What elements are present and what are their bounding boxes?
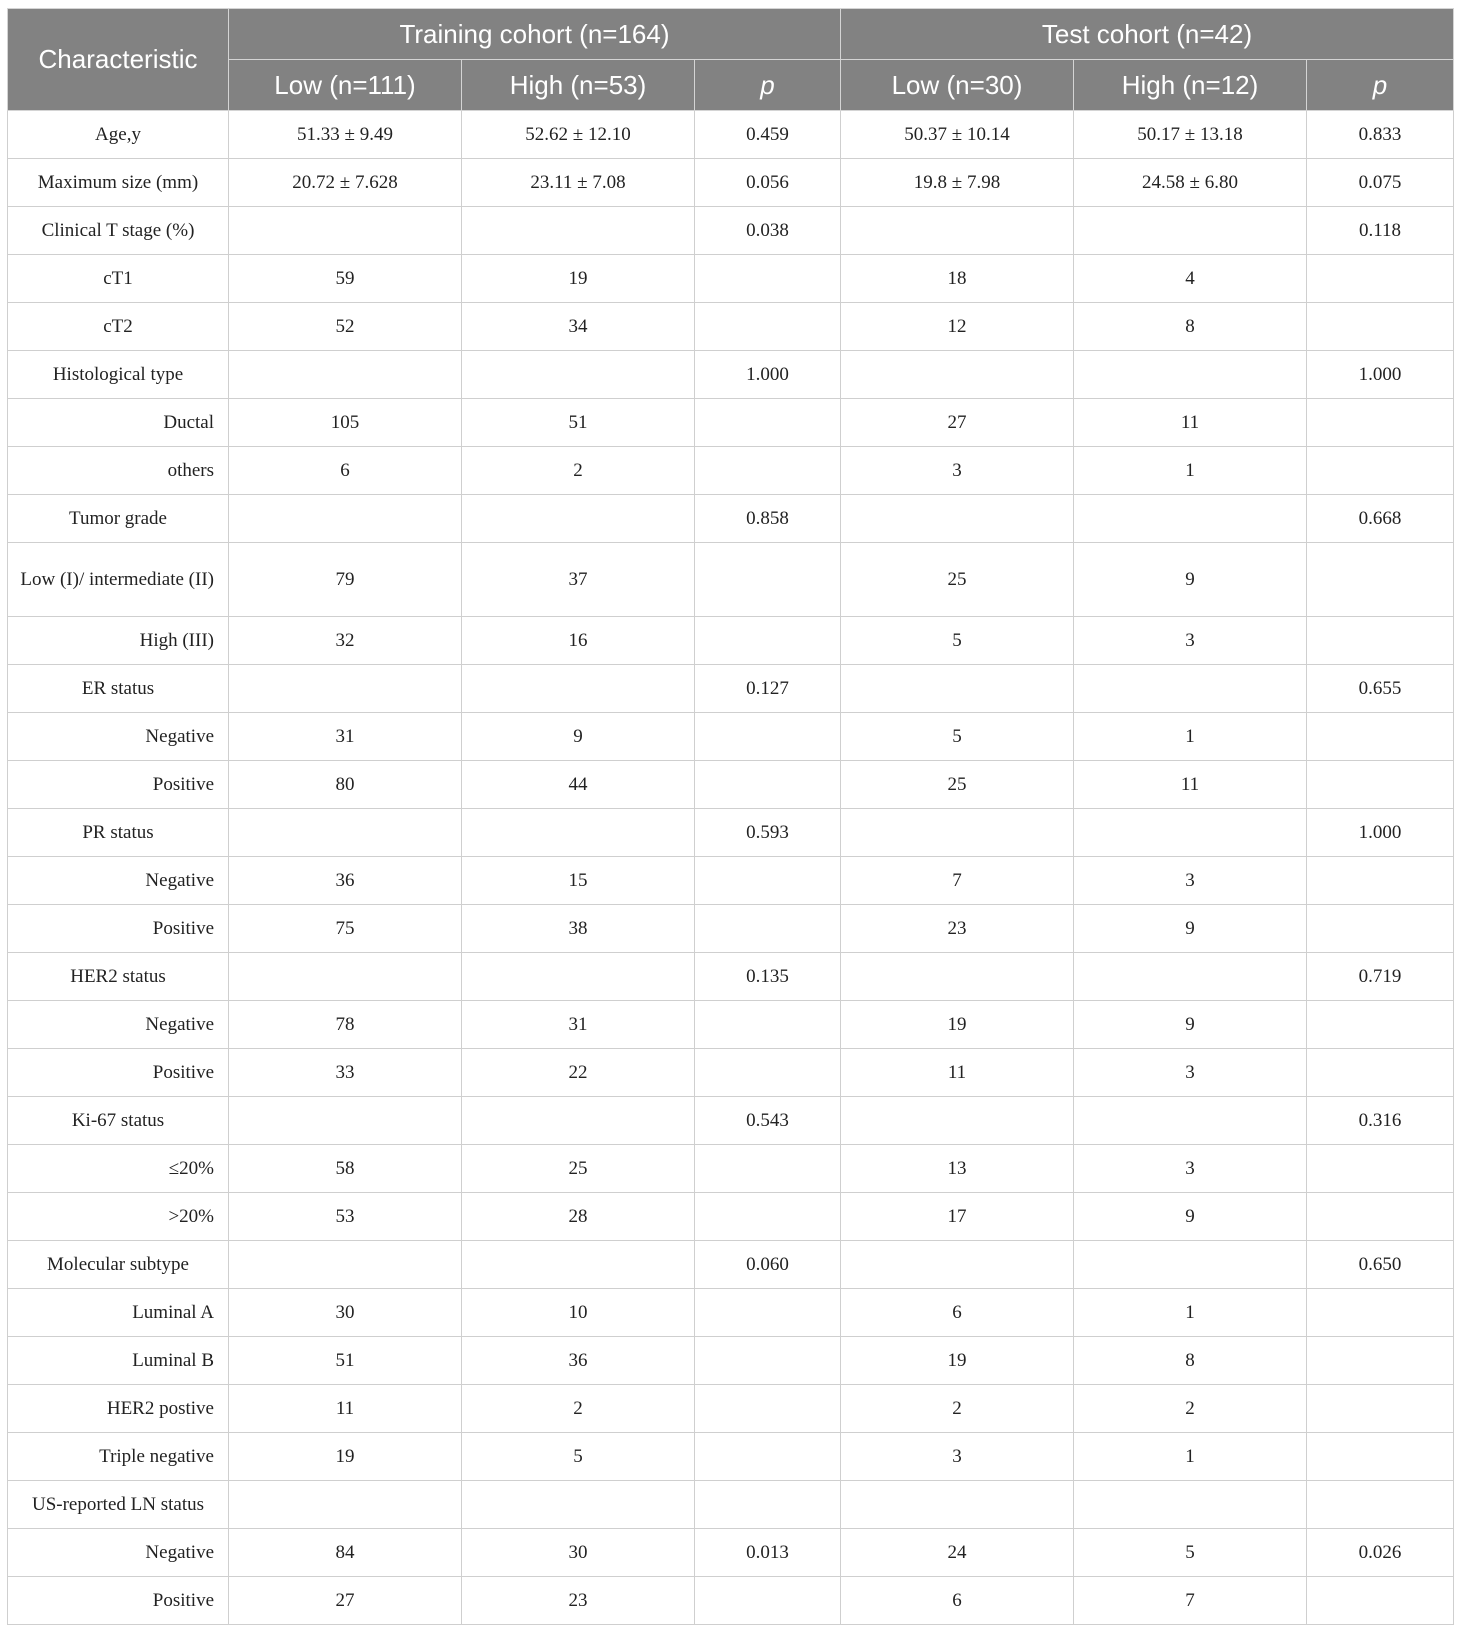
row-label: Age,y	[8, 111, 229, 159]
cell-training-p	[695, 1481, 841, 1529]
cell-test-high: 8	[1074, 1337, 1307, 1385]
row-label: Ki-67 status	[8, 1097, 229, 1145]
cell-training-low: 20.72 ± 7.628	[229, 159, 462, 207]
cell-training-low	[229, 953, 462, 1001]
cell-test-low: 23	[841, 905, 1074, 953]
cell-test-p	[1307, 1289, 1454, 1337]
cell-test-high: 1	[1074, 1433, 1307, 1481]
row-label: others	[8, 447, 229, 495]
cell-test-high: 3	[1074, 1145, 1307, 1193]
cell-training-low: 33	[229, 1049, 462, 1097]
cell-training-high: 30	[462, 1529, 695, 1577]
cell-test-high	[1074, 665, 1307, 713]
row-label: >20%	[8, 1193, 229, 1241]
cell-test-p: 0.026	[1307, 1529, 1454, 1577]
cell-training-high: 36	[462, 1337, 695, 1385]
cell-training-p	[695, 1193, 841, 1241]
table-row	[8, 255, 1454, 303]
table-row	[8, 399, 1454, 447]
cell-test-high	[1074, 1241, 1307, 1289]
cell-training-high: 15	[462, 857, 695, 905]
table-row	[8, 495, 1454, 543]
cell-training-low: 79	[229, 543, 462, 617]
table-body	[8, 111, 1454, 1625]
cell-test-low	[841, 809, 1074, 857]
cell-test-low	[841, 1097, 1074, 1145]
cell-test-p	[1307, 1049, 1454, 1097]
cell-training-p	[695, 1385, 841, 1433]
cell-training-high	[462, 953, 695, 1001]
cell-training-low: 53	[229, 1193, 462, 1241]
cell-training-high: 44	[462, 761, 695, 809]
table-row	[8, 617, 1454, 665]
cell-training-high: 2	[462, 447, 695, 495]
cell-training-p	[695, 399, 841, 447]
table-row	[8, 1433, 1454, 1481]
row-label: PR status	[8, 809, 229, 857]
row-label: Ductal	[8, 399, 229, 447]
header-training-high: High (n=53)	[462, 60, 695, 111]
cell-test-low: 19	[841, 1337, 1074, 1385]
cell-training-low: 11	[229, 1385, 462, 1433]
row-label: Positive	[8, 1049, 229, 1097]
cell-training-p	[695, 761, 841, 809]
table-row	[8, 1337, 1454, 1385]
cell-training-low	[229, 495, 462, 543]
cell-test-p	[1307, 1145, 1454, 1193]
cell-test-p	[1307, 1385, 1454, 1433]
cell-training-high: 34	[462, 303, 695, 351]
header-training-cohort: Training cohort (n=164)	[229, 9, 841, 60]
table-row	[8, 111, 1454, 159]
cell-training-high	[462, 809, 695, 857]
cell-test-low: 2	[841, 1385, 1074, 1433]
cell-training-low: 52	[229, 303, 462, 351]
cell-training-p: 0.459	[695, 111, 841, 159]
row-label: Negative	[8, 713, 229, 761]
row-label: ≤20%	[8, 1145, 229, 1193]
row-label: Negative	[8, 1529, 229, 1577]
cell-test-low: 12	[841, 303, 1074, 351]
cell-test-p	[1307, 303, 1454, 351]
cell-training-high: 38	[462, 905, 695, 953]
cell-test-low: 13	[841, 1145, 1074, 1193]
cell-test-high: 11	[1074, 761, 1307, 809]
cell-training-p	[695, 1001, 841, 1049]
cell-test-low: 25	[841, 543, 1074, 617]
cell-training-low: 59	[229, 255, 462, 303]
row-label: Clinical T stage (%)	[8, 207, 229, 255]
cell-training-low: 30	[229, 1289, 462, 1337]
cell-test-p: 0.655	[1307, 665, 1454, 713]
cell-training-high: 52.62 ± 12.10	[462, 111, 695, 159]
cell-test-high: 4	[1074, 255, 1307, 303]
cell-training-p	[695, 857, 841, 905]
cell-test-p	[1307, 1337, 1454, 1385]
cell-training-high: 31	[462, 1001, 695, 1049]
cell-training-high: 5	[462, 1433, 695, 1481]
cell-training-p	[695, 1433, 841, 1481]
row-label: cT1	[8, 255, 229, 303]
cell-training-p	[695, 905, 841, 953]
cell-training-high: 22	[462, 1049, 695, 1097]
row-label: HER2 status	[8, 953, 229, 1001]
cell-training-p	[695, 303, 841, 351]
cell-training-p	[695, 1049, 841, 1097]
cell-test-high: 9	[1074, 1193, 1307, 1241]
row-label: Histological type	[8, 351, 229, 399]
row-label: Positive	[8, 1577, 229, 1625]
cell-training-low	[229, 1241, 462, 1289]
cell-training-low: 27	[229, 1577, 462, 1625]
characteristics-table-container	[7, 8, 1454, 1625]
cell-training-p	[695, 543, 841, 617]
cell-training-high: 51	[462, 399, 695, 447]
cell-test-low: 11	[841, 1049, 1074, 1097]
cell-training-high: 10	[462, 1289, 695, 1337]
cell-test-p: 1.000	[1307, 351, 1454, 399]
cell-training-high: 37	[462, 543, 695, 617]
cell-test-low: 5	[841, 617, 1074, 665]
cell-test-p	[1307, 399, 1454, 447]
row-label: Negative	[8, 857, 229, 905]
table-row	[8, 713, 1454, 761]
row-label: Positive	[8, 905, 229, 953]
table-row	[8, 1097, 1454, 1145]
cell-test-low: 24	[841, 1529, 1074, 1577]
table-row	[8, 953, 1454, 1001]
cell-training-p	[695, 1337, 841, 1385]
cell-training-high	[462, 1481, 695, 1529]
cell-test-high: 9	[1074, 905, 1307, 953]
cell-test-low: 6	[841, 1289, 1074, 1337]
cell-test-low: 3	[841, 1433, 1074, 1481]
cell-test-p	[1307, 1481, 1454, 1529]
cell-test-high	[1074, 1097, 1307, 1145]
table-row	[8, 809, 1454, 857]
cell-test-p	[1307, 1433, 1454, 1481]
cell-test-low: 19	[841, 1001, 1074, 1049]
table-row	[8, 303, 1454, 351]
cell-training-p: 0.038	[695, 207, 841, 255]
row-label: Molecular subtype	[8, 1241, 229, 1289]
cell-test-high	[1074, 351, 1307, 399]
cell-test-p	[1307, 543, 1454, 617]
header-test-p: p	[1307, 60, 1454, 111]
cell-training-p: 0.858	[695, 495, 841, 543]
cell-training-p	[695, 713, 841, 761]
table-row	[8, 905, 1454, 953]
cell-test-low: 25	[841, 761, 1074, 809]
cell-test-high: 3	[1074, 1049, 1307, 1097]
cell-training-low: 51	[229, 1337, 462, 1385]
cell-test-p	[1307, 255, 1454, 303]
cell-training-p	[695, 1145, 841, 1193]
cell-training-high: 23	[462, 1577, 695, 1625]
cell-training-p: 0.060	[695, 1241, 841, 1289]
row-label: Luminal B	[8, 1337, 229, 1385]
cell-test-low	[841, 495, 1074, 543]
table-row	[8, 1289, 1454, 1337]
table-row	[8, 1385, 1454, 1433]
table-row	[8, 1529, 1454, 1577]
cell-test-low: 17	[841, 1193, 1074, 1241]
cell-test-high: 24.58 ± 6.80	[1074, 159, 1307, 207]
cell-training-low	[229, 1481, 462, 1529]
header-training-p: p	[695, 60, 841, 111]
cell-training-high: 16	[462, 617, 695, 665]
cell-training-low: 58	[229, 1145, 462, 1193]
header-training-low: Low (n=111)	[229, 60, 462, 111]
table-row	[8, 1049, 1454, 1097]
cell-test-high: 9	[1074, 1001, 1307, 1049]
cell-test-p	[1307, 713, 1454, 761]
header-test-high: High (n=12)	[1074, 60, 1307, 111]
table-row	[8, 1001, 1454, 1049]
cell-test-high: 1	[1074, 1289, 1307, 1337]
cell-test-high: 3	[1074, 617, 1307, 665]
cell-training-low	[229, 207, 462, 255]
cell-training-low: 36	[229, 857, 462, 905]
cell-training-low: 31	[229, 713, 462, 761]
cell-test-high: 8	[1074, 303, 1307, 351]
cell-training-low: 78	[229, 1001, 462, 1049]
cell-training-low	[229, 809, 462, 857]
cell-training-p: 0.593	[695, 809, 841, 857]
cell-test-high	[1074, 1481, 1307, 1529]
table-row	[8, 159, 1454, 207]
cell-training-low: 51.33 ± 9.49	[229, 111, 462, 159]
cell-test-p: 0.118	[1307, 207, 1454, 255]
cell-training-high	[462, 351, 695, 399]
cell-training-p	[695, 255, 841, 303]
cell-test-high	[1074, 953, 1307, 1001]
cell-training-p	[695, 1289, 841, 1337]
cell-training-high: 25	[462, 1145, 695, 1193]
table-row	[8, 1193, 1454, 1241]
cell-training-p	[695, 617, 841, 665]
cell-test-low: 5	[841, 713, 1074, 761]
cell-test-high	[1074, 809, 1307, 857]
cell-test-low	[841, 351, 1074, 399]
row-label: High (III)	[8, 617, 229, 665]
cell-training-high	[462, 1097, 695, 1145]
cell-test-p	[1307, 447, 1454, 495]
cell-training-low: 80	[229, 761, 462, 809]
table-row	[8, 1145, 1454, 1193]
table-row	[8, 1241, 1454, 1289]
row-label: cT2	[8, 303, 229, 351]
cell-training-low: 19	[229, 1433, 462, 1481]
cell-test-p	[1307, 857, 1454, 905]
table-row	[8, 1481, 1454, 1529]
row-label: Maximum size (mm)	[8, 159, 229, 207]
row-label: Triple negative	[8, 1433, 229, 1481]
cell-test-high: 5	[1074, 1529, 1307, 1577]
row-label: Negative	[8, 1001, 229, 1049]
cell-training-high: 9	[462, 713, 695, 761]
cell-test-p: 0.075	[1307, 159, 1454, 207]
row-label: US-reported LN status	[8, 1481, 229, 1529]
header-characteristic: Characteristic	[8, 9, 229, 111]
cell-test-p	[1307, 1577, 1454, 1625]
row-label: HER2 postive	[8, 1385, 229, 1433]
cell-training-p: 0.013	[695, 1529, 841, 1577]
table-row	[8, 447, 1454, 495]
row-label: Luminal A	[8, 1289, 229, 1337]
cell-training-low: 105	[229, 399, 462, 447]
cell-test-low: 3	[841, 447, 1074, 495]
cell-training-low: 75	[229, 905, 462, 953]
cell-training-p	[695, 447, 841, 495]
cell-test-p	[1307, 1001, 1454, 1049]
cell-test-high: 11	[1074, 399, 1307, 447]
cell-test-low: 19.8 ± 7.98	[841, 159, 1074, 207]
cell-test-low	[841, 1481, 1074, 1529]
cell-test-high	[1074, 207, 1307, 255]
cell-training-high	[462, 207, 695, 255]
cell-test-p: 0.719	[1307, 953, 1454, 1001]
cell-test-high: 1	[1074, 447, 1307, 495]
cell-training-low: 6	[229, 447, 462, 495]
cell-test-low	[841, 953, 1074, 1001]
table-row	[8, 543, 1454, 617]
cell-training-high: 2	[462, 1385, 695, 1433]
cell-training-high	[462, 1241, 695, 1289]
cell-test-low: 6	[841, 1577, 1074, 1625]
cell-test-p	[1307, 761, 1454, 809]
cell-test-p: 0.668	[1307, 495, 1454, 543]
cell-test-high: 1	[1074, 713, 1307, 761]
cell-test-high: 50.17 ± 13.18	[1074, 111, 1307, 159]
cell-test-p: 0.650	[1307, 1241, 1454, 1289]
cell-training-high	[462, 495, 695, 543]
table-row	[8, 857, 1454, 905]
table-header	[8, 9, 1454, 111]
row-label: ER status	[8, 665, 229, 713]
cell-test-high: 7	[1074, 1577, 1307, 1625]
cell-test-p: 0.316	[1307, 1097, 1454, 1145]
header-test-cohort: Test cohort (n=42)	[841, 9, 1454, 60]
row-label: Positive	[8, 761, 229, 809]
cell-test-p: 0.833	[1307, 111, 1454, 159]
cell-training-high: 28	[462, 1193, 695, 1241]
cell-test-high: 3	[1074, 857, 1307, 905]
cell-training-p	[695, 1577, 841, 1625]
table-row	[8, 761, 1454, 809]
table-row	[8, 1577, 1454, 1625]
cell-training-p: 0.127	[695, 665, 841, 713]
cell-test-high: 9	[1074, 543, 1307, 617]
cell-training-low	[229, 665, 462, 713]
cell-training-p: 0.135	[695, 953, 841, 1001]
cell-training-low: 84	[229, 1529, 462, 1577]
cell-test-p	[1307, 905, 1454, 953]
cell-test-p	[1307, 1193, 1454, 1241]
row-label: Tumor grade	[8, 495, 229, 543]
cell-test-low: 7	[841, 857, 1074, 905]
cell-test-low: 50.37 ± 10.14	[841, 111, 1074, 159]
table-row	[8, 207, 1454, 255]
cell-test-p	[1307, 617, 1454, 665]
cell-training-p: 1.000	[695, 351, 841, 399]
cell-training-low: 32	[229, 617, 462, 665]
cell-training-high: 19	[462, 255, 695, 303]
cell-test-low: 18	[841, 255, 1074, 303]
cell-test-low	[841, 1241, 1074, 1289]
cell-training-low	[229, 1097, 462, 1145]
cell-training-high: 23.11 ± 7.08	[462, 159, 695, 207]
cell-test-low	[841, 665, 1074, 713]
table-row	[8, 665, 1454, 713]
characteristics-table	[7, 8, 1454, 1625]
cell-training-high	[462, 665, 695, 713]
cell-training-low	[229, 351, 462, 399]
cell-training-p: 0.543	[695, 1097, 841, 1145]
row-label: Low (I)/ intermediate (II)	[8, 543, 229, 617]
cell-training-p: 0.056	[695, 159, 841, 207]
table-row	[8, 351, 1454, 399]
cell-test-high: 2	[1074, 1385, 1307, 1433]
cell-test-high	[1074, 495, 1307, 543]
cell-test-low	[841, 207, 1074, 255]
cell-test-low: 27	[841, 399, 1074, 447]
header-test-low: Low (n=30)	[841, 60, 1074, 111]
cell-test-p: 1.000	[1307, 809, 1454, 857]
